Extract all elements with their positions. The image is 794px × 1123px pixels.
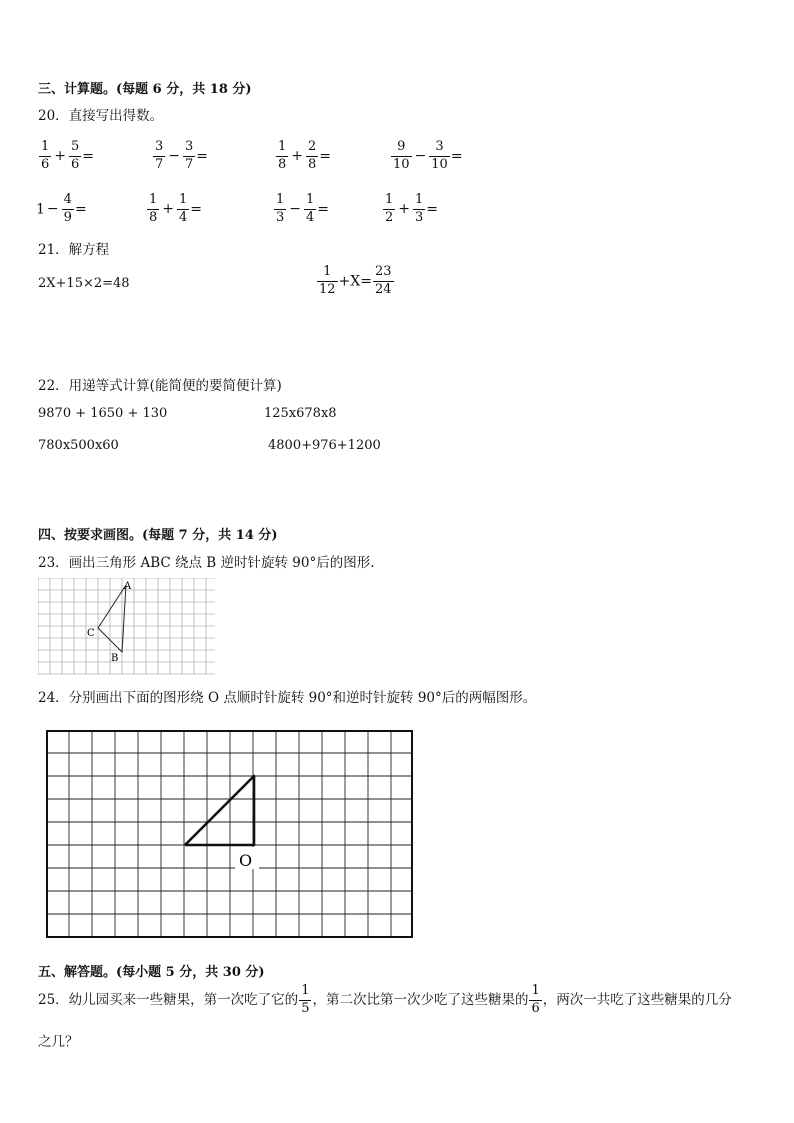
q20-expr-1: $\frac{1}{6}$ + $\frac{5}{6}$ = (41, 139, 95, 172)
q23-point-a-label: A (124, 581, 132, 592)
q20-expr-4: $\frac{9}{10}$ − $\frac{3}{10}$ = (393, 139, 463, 172)
q20-expr-7: $\frac{1}{3}$ − $\frac{1}{4}$ = (276, 192, 330, 225)
section-3-title: 三、计算题。(每题 6 分，共 18 分) (38, 82, 252, 97)
q24-grid-figure (46, 730, 414, 939)
q23-grid-figure (38, 578, 218, 675)
question-21-label: 21．解方程 (38, 242, 110, 258)
q24-point-o-label: O (239, 851, 253, 870)
q24-triangle (185, 776, 254, 845)
question-24-label: 24．分别画出下面的图形绕 O 点顺时针旋转 90°和逆时针旋转 90°后的两幅图形。 (38, 690, 537, 706)
q20-expr-8: $\frac{1}{2}$ + $\frac{1}{3}$ = (385, 192, 439, 225)
q22-item-4: 4800+976+1200 (268, 438, 381, 453)
section-4-title: 四、按要求画图。(每题 7 分，共 14 分) (38, 528, 278, 543)
q20-expr-2: $\frac{3}{7}$ − $\frac{3}{7}$ = (155, 139, 209, 172)
question-25-line-2: 之几？ (38, 1034, 79, 1050)
q23-point-b-label: B (111, 653, 119, 664)
section-5-title: 五、解答题。(每小题 5 分，共 30 分) (38, 965, 265, 980)
q23-grid-lines (38, 578, 215, 674)
question-20-label: 20．直接写出得数。 (38, 108, 164, 124)
q22-item-1: 9870 + 1650 + 130 (38, 406, 168, 421)
q22-item-2: 125x678x8 (264, 406, 337, 421)
q22-item-3: 780x500x60 (38, 438, 119, 453)
q21-equation-2: $\frac{1}{12}$ +X= $\frac{23}{24}$ (319, 264, 392, 297)
q21-equation-1: 2X+15×2=48 (38, 276, 130, 291)
q23-point-c-label: C (87, 628, 95, 639)
q20-expr-3: $\frac{1}{8}$ + $\frac{2}{8}$ = (278, 139, 332, 172)
q24-grid-border (47, 731, 412, 937)
q20-expr-6: $\frac{1}{8}$ + $\frac{1}{4}$ = (149, 192, 203, 225)
question-22-label: 22．用递等式计算(能简便的要简便计算) (38, 378, 282, 394)
q24-grid-lines (46, 730, 412, 937)
question-23-label: 23．画出三角形 ABC 绕点 B 逆时针旋转 90°后的图形. (38, 555, 375, 571)
question-25-line-1: 25．幼儿园买来一些糖果，第一次吃了它的 $\frac{1}{5}$ ，第二次比第一次少吃了这些糖果的 $\frac{1}{6}$ ，两次一共吃了这些糖果的几分 (38, 983, 732, 1016)
q20-expr-5: 1 − $\frac{4}{9}$ = (36, 192, 87, 225)
